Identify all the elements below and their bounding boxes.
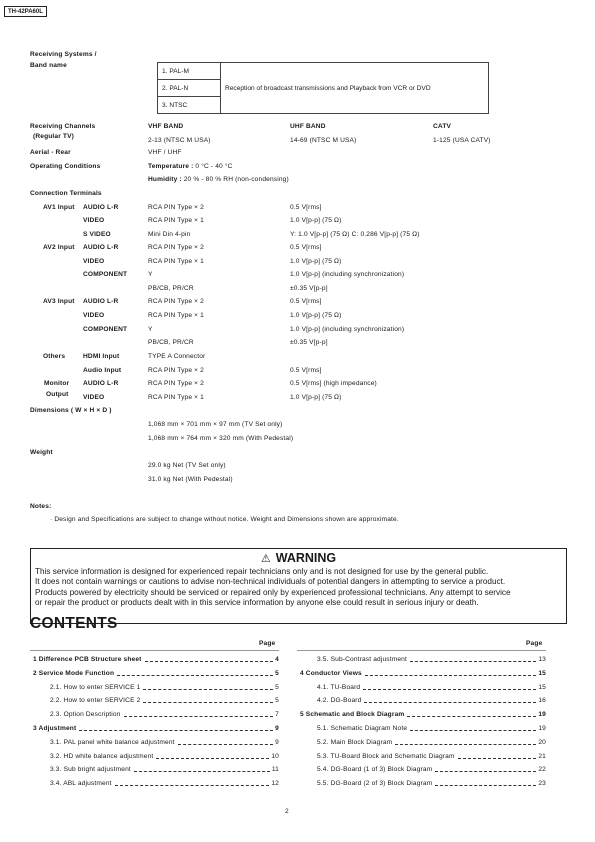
toc-entry-page: 4: [275, 656, 279, 663]
toc-entry-label: 3.1. PAL panel white balance adjustment: [50, 739, 175, 746]
terminal-type: RCA PIN Type × 2: [148, 380, 204, 387]
terminal-sub-label: AUDIO L-R: [83, 204, 119, 211]
terminal-value: 0.5 V[rms] (high impedance): [290, 380, 377, 387]
aerial-value: VHF / UHF: [148, 149, 182, 156]
weight-label: Weight: [30, 449, 53, 456]
terminal-type: RCA PIN Type × 1: [148, 217, 204, 224]
toc-entry-label: 2.2. How to enter SERVICE 2: [50, 697, 141, 704]
connection-terminals-label: Connection Terminals: [30, 190, 102, 197]
toc-entry-label: 4 Conductor Views: [300, 670, 362, 677]
toc-entry-label: 5.4. DG-Board (1 of 3) Block Diagram: [317, 766, 433, 773]
toc-dot-leader: [363, 689, 536, 690]
warning-title: [31, 551, 566, 565]
toc-entry-label: 5 Schematic and Block Diagram: [300, 711, 405, 718]
toc-dot-leader: [115, 785, 269, 786]
terminal-sub-label: VIDEO: [83, 312, 105, 319]
av3-input-label: AV3 Input: [43, 298, 75, 305]
band-name-label: Band name: [30, 62, 67, 69]
toc-entry-page: 15: [538, 670, 546, 677]
terminal-sub-label: HDMI Input: [83, 353, 120, 360]
toc-entry-page: 7: [275, 711, 279, 718]
toc-entry-page: 12: [271, 780, 279, 787]
terminal-value: 0.5 V[rms]: [290, 298, 322, 305]
toc-entry-page: 11: [271, 766, 279, 773]
toc-dot-leader: [178, 744, 273, 745]
notes-text: · Design and Specifications are subject to change without notice. Weight and Dimensions shown are approximate.: [50, 516, 399, 523]
toc-dot-leader: [410, 730, 536, 731]
terminal-type: RCA PIN Type × 1: [148, 312, 204, 319]
toc-entry-label: 1 Difference PCB Structure sheet: [33, 656, 142, 663]
terminal-sub-label: VIDEO: [83, 217, 105, 224]
terminal-type: PB/CB, PR/CR: [148, 339, 194, 346]
terminal-sub-label: S VIDEO: [83, 231, 111, 238]
temperature-spec: [148, 163, 233, 170]
toc-dot-leader: [124, 716, 273, 717]
uhf-band-label: UHF BAND: [290, 123, 326, 130]
toc-entry-label: 2.1. How to enter SERVICE 1: [50, 684, 141, 691]
toc-entry-page: 19: [538, 711, 546, 718]
toc-left-rule: [30, 650, 279, 651]
terminal-value: ±0.35 V[p-p]: [290, 339, 328, 346]
toc-entry-label: 4.2. DG-Board: [317, 697, 362, 704]
toc-entry-page: 9: [275, 725, 279, 732]
toc-entry-label: 5.5. DG-Board (2 of 3) Block Diagram: [317, 780, 433, 787]
terminal-sub-label: COMPONENT: [83, 271, 128, 278]
toc-dot-leader: [364, 702, 536, 703]
toc-entry-label: 5.3. TU-Board Block and Schematic Diagram: [317, 753, 455, 760]
toc-entry-page: 13: [538, 656, 546, 663]
toc-dot-leader: [79, 730, 273, 731]
toc-dot-leader: [143, 689, 273, 690]
terminal-sub-label: AUDIO L-R: [83, 298, 119, 305]
others-label: Others: [43, 353, 66, 360]
weight-with-pedestal: 31.0 kg Net (With Pedestal): [148, 476, 233, 483]
terminal-type: Y: [148, 326, 153, 333]
toc-entry-label: 2.3. Option Description: [50, 711, 121, 718]
toc-entry-page: 10: [271, 753, 279, 760]
dimensions-with-pedestal: 1,068 mm × 764 mm × 320 mm (With Pedestal): [148, 435, 294, 442]
weight-tv-only: 29.0 kg Net (TV Set only): [148, 462, 226, 469]
operating-conditions-label: Operating Conditions: [30, 163, 101, 170]
toc-entry-page: 20: [538, 739, 546, 746]
terminal-value: Y: 1.0 V[p-p] (75 Ω) C: 0.286 V[p-p] (75 Ω): [290, 231, 420, 238]
terminal-type: Y: [148, 271, 153, 278]
catv-label: CATV: [433, 123, 452, 130]
page-number: 2: [285, 808, 289, 815]
terminal-type: RCA PIN Type × 2: [148, 367, 204, 374]
terminal-type: RCA PIN Type × 1: [148, 394, 204, 401]
receiving-channels-label: Receiving Channels: [30, 123, 96, 130]
aerial-label: Aerial - Rear: [30, 149, 71, 156]
warning-line: Products powered by electricity should be serviced or repaired only by experienced professional technicians. Any attempt to service: [35, 587, 511, 597]
warning-triangle-icon: ⚠: [260, 553, 271, 565]
toc-dot-leader: [143, 702, 273, 703]
warning-text: [35, 567, 511, 608]
toc-entry-page: 9: [275, 739, 279, 746]
receiving-systems-label: Receiving Systems /: [30, 51, 97, 58]
terminal-value: 0.5 V[rms]: [290, 244, 322, 251]
toc-entry-label: 4.1. TU-Board: [317, 684, 361, 691]
toc-entry-label: 3.3. Sub bright adjustment: [50, 766, 131, 773]
humidity-spec: [148, 176, 289, 183]
humidity-value: 20 % - 80 % RH (non-condensing): [183, 176, 289, 183]
toc-dot-leader: [395, 744, 536, 745]
toc-entry-label: 3.2. HD white balance adjustment: [50, 753, 154, 760]
toc-dot-leader: [435, 785, 536, 786]
terminal-sub-label: AUDIO L-R: [83, 244, 119, 251]
toc-entry-label: 3.4. ABL adjustment: [50, 780, 112, 787]
toc-entry-page: 5: [275, 697, 279, 704]
system-pal-m: 1. PAL-M: [158, 63, 221, 80]
terminal-type: Mini Din 4-pin: [148, 231, 191, 238]
toc-entry-page: 5: [275, 684, 279, 691]
toc-dot-leader: [365, 675, 536, 676]
toc-dot-leader: [156, 758, 269, 759]
receiving-systems-description: Reception of broadcast transmissions and Playback from VCR or DVD: [221, 63, 489, 114]
temperature-label: Temperature :: [148, 163, 194, 170]
monitor-label: Monitor: [44, 380, 70, 387]
temperature-value: 0 °C - 40 °C: [195, 163, 233, 170]
humidity-label: Humidity :: [148, 176, 182, 183]
warning-line: or repair the product or products dealt with in this service information by anyone else could result in serious injury or death.: [35, 597, 479, 607]
terminal-sub-label: VIDEO: [83, 394, 105, 401]
terminal-value: 1.0 V[p-p] (75 Ω): [290, 258, 342, 265]
toc-entry-label: 5.1. Schematic Diagram Note: [317, 725, 408, 732]
toc-entry-page: 15: [538, 684, 546, 691]
terminal-value: 0.5 V[rms]: [290, 204, 322, 211]
terminal-sub-label: AUDIO L-R: [83, 380, 119, 387]
toc-dot-leader: [435, 771, 536, 772]
toc-dot-leader: [134, 771, 270, 772]
dimensions-label: Dimensions ( W × H × D ): [30, 407, 112, 414]
toc-right-page-header: Page: [526, 640, 543, 647]
regular-tv-label: (Regular TV): [33, 133, 74, 140]
uhf-band-value: 14-69 (NTSC M USA): [290, 137, 357, 144]
receiving-systems-table: [157, 62, 489, 114]
output-label: Output: [46, 391, 69, 398]
av2-input-label: AV2 Input: [43, 244, 75, 251]
terminal-value: 1.0 V[p-p] (including synchronization): [290, 271, 405, 278]
toc-entry-page: 21: [538, 753, 546, 760]
terminal-type: RCA PIN Type × 2: [148, 244, 204, 251]
toc-right-rule: [297, 650, 546, 651]
terminal-type: RCA PIN Type × 2: [148, 204, 204, 211]
terminal-type: RCA PIN Type × 2: [148, 298, 204, 305]
warning-line: It does not contain warnings or cautions to advise non-technical individuals of potential dangers in attempting to service a product.: [35, 577, 506, 587]
vhf-band-value: 2-13 (NTSC M USA): [148, 137, 211, 144]
toc-entry-page: 16: [538, 697, 546, 704]
toc-entry-label: 3 Adjustment: [33, 725, 77, 732]
terminal-value: 1.0 V[p-p] (75 Ω): [290, 217, 342, 224]
warning-line: This service information is designed for experienced repair technicians only and is not designed for use by the general public.: [35, 567, 489, 576]
toc-dot-leader: [407, 716, 536, 717]
toc-dot-leader: [145, 661, 273, 662]
toc-dot-leader: [410, 661, 536, 662]
toc-entry-label: 2 Service Mode Function: [33, 670, 115, 677]
warning-title-text: WARNING: [275, 551, 337, 565]
toc-entry-page: 22: [538, 766, 546, 773]
terminal-type: RCA PIN Type × 1: [148, 258, 204, 265]
terminal-sub-label: Audio Input: [83, 367, 122, 374]
toc-left-page-header: Page: [259, 640, 276, 647]
notes-label: Notes:: [30, 503, 52, 510]
toc-dot-leader: [117, 675, 273, 676]
system-pal-n: 2. PAL-N: [158, 80, 221, 97]
toc-dot-leader: [458, 758, 536, 759]
terminal-value: 0.5 V[rms]: [290, 367, 322, 374]
toc-entry-label: 3.5. Sub-Contrast adjustment: [317, 656, 407, 663]
terminal-sub-label: VIDEO: [83, 258, 105, 265]
terminal-value: ±0.35 V[p-p]: [290, 285, 328, 292]
terminal-value: 1.0 V[p-p] (including synchronization): [290, 326, 405, 333]
warning-box: [30, 548, 567, 624]
vhf-band-label: VHF BAND: [148, 123, 184, 130]
terminal-value: 1.0 V[p-p] (75 Ω): [290, 312, 342, 319]
toc-entry-page: 19: [538, 725, 546, 732]
catv-value: 1-125 (USA CATV): [433, 137, 491, 144]
system-ntsc: 3. NTSC: [158, 97, 221, 114]
toc-entry-page: 5: [275, 670, 279, 677]
model-number: TH-42PA60L: [4, 6, 47, 17]
toc-entry-label: 5.2. Main Block Diagram: [317, 739, 393, 746]
contents-title: CONTENTS: [30, 615, 118, 632]
terminal-type: TYPE A Connector: [148, 353, 206, 360]
av1-input-label: AV1 Input: [43, 204, 75, 211]
terminal-type: PB/CB, PR/CR: [148, 285, 194, 292]
terminal-value: 1.0 V[p-p] (75 Ω): [290, 394, 342, 401]
terminal-sub-label: COMPONENT: [83, 326, 128, 333]
toc-entry-page: 23: [538, 780, 546, 787]
dimensions-tv-only: 1,068 mm × 701 mm × 97 mm (TV Set only): [148, 421, 283, 428]
